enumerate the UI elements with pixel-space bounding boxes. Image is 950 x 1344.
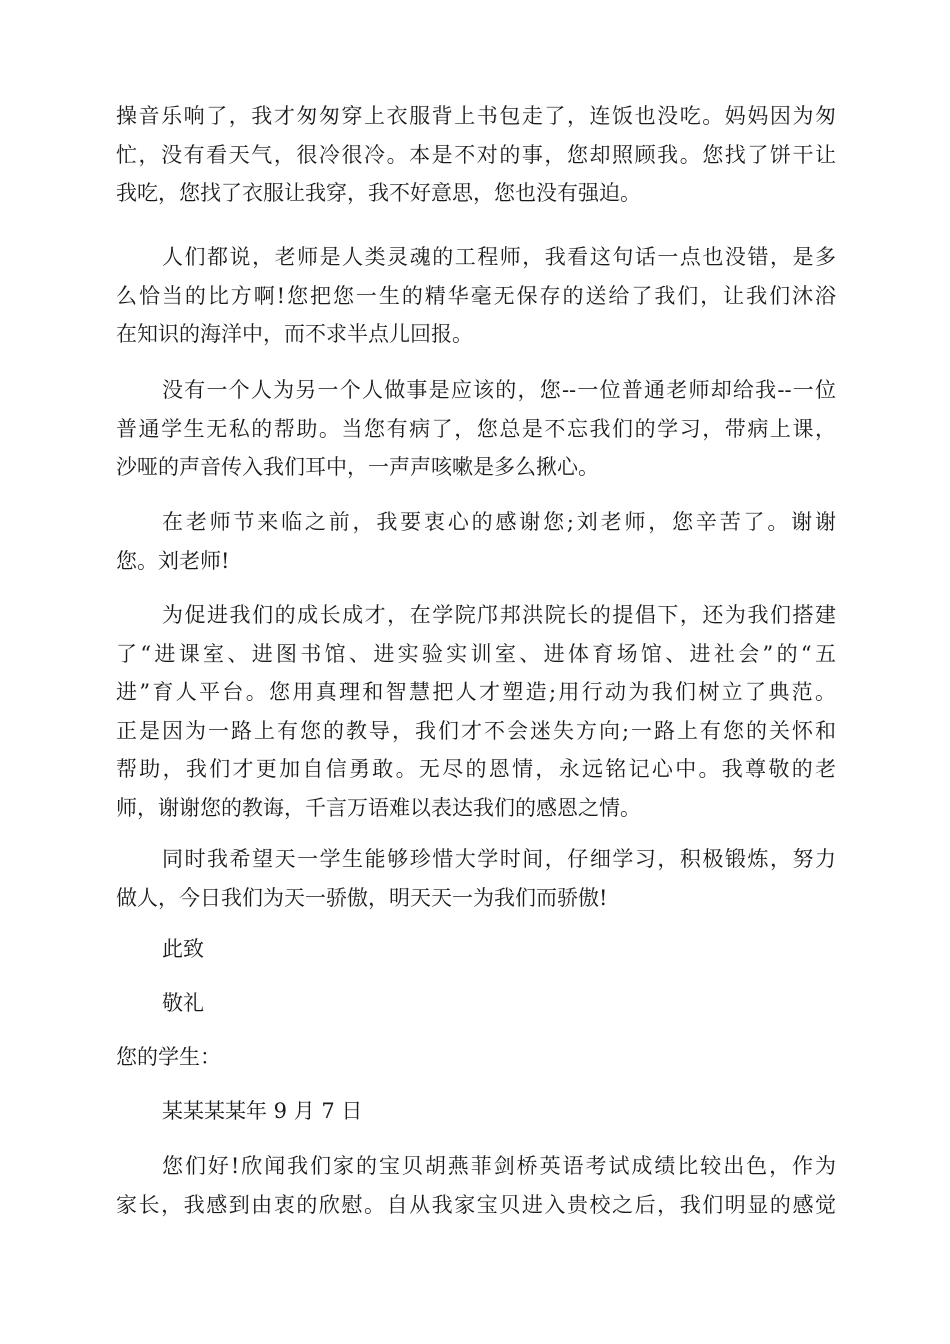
text-line: 在知识的海洋中，而不求半点儿回报。 bbox=[116, 322, 473, 346]
text-line: 为促进我们的成长成才，在学院邝邦洪院长的提倡下，还为我们搭建 bbox=[162, 603, 836, 627]
text-line: 了“进课室、进图书馆、进实验实训室、进体育场馆、进社会”的“五 bbox=[116, 641, 836, 666]
signature bbox=[116, 1038, 836, 1077]
text-line: 家长，我感到由衷的欣慰。自从我家宝贝进入贵校之后，我们明显的感觉 bbox=[116, 1192, 836, 1217]
text-line: 您们好!欣闻我们家的宝贝胡燕菲剑桥英语考试成绩比较出色，作为 bbox=[162, 1154, 836, 1178]
text-line: 您。刘老师! bbox=[116, 548, 230, 573]
text-line: 此致 bbox=[162, 937, 204, 961]
text-line: 同时我希望天一学生能够珍惜大学时间，仔细学习，积极锻炼，努力 bbox=[162, 847, 836, 871]
paragraph-continuation bbox=[116, 97, 836, 213]
text-line: 操音乐响了，我才匆匆穿上衣服背上书包走了，连饭也没吃。妈妈因为匆 bbox=[116, 104, 836, 128]
text-line: 您的学生： bbox=[116, 1045, 221, 1069]
text-line: 做人，今日我们为天一骄傲，明天天一为我们而骄傲! bbox=[116, 885, 608, 910]
text-line: 我吃，您找了衣服让我穿，我不好意思，您也没有强迫。 bbox=[116, 181, 641, 205]
closing-regards bbox=[116, 984, 836, 1023]
paragraph-hope bbox=[116, 840, 836, 917]
text-line: 某某某某年 9 月 7 日 bbox=[162, 1099, 363, 1123]
text-line: 进”育人平台。您用真理和智慧把人才塑造;用行动为我们树立了典范。 bbox=[116, 680, 836, 704]
closing-salutation bbox=[116, 930, 836, 969]
paragraph-thanks bbox=[116, 503, 836, 580]
paragraph-selfless-help bbox=[116, 371, 836, 487]
text-line: 师，谢谢您的教诲，千言万语难以表达我们的感恩之情。 bbox=[116, 795, 641, 820]
paragraph-parent-letter bbox=[116, 1147, 836, 1224]
text-line: 在老师节来临之前，我要衷心的感谢您;刘老师，您辛苦了。谢谢 bbox=[162, 510, 836, 534]
paragraph-five-entries bbox=[116, 596, 836, 827]
text-line: 人们都说，老师是人类灵魂的工程师，我看这句话一点也没错，是多 bbox=[162, 245, 836, 269]
text-line: 帮助，我们才更加自信勇敢。无尽的恩情，永远铭记心中。我尊敬的老 bbox=[116, 757, 836, 781]
paragraph-teacher-engineer bbox=[116, 238, 836, 354]
text-line: 么恰当的比方啊!您把您一生的精华毫无保存的送给了我们，让我们沐浴 bbox=[116, 283, 836, 308]
text-line: 沙哑的声音传入我们耳中，一声声咳嗽是多么揪心。 bbox=[116, 455, 599, 479]
text-line: 普通学生无私的帮助。当您有病了，您总是不忘我们的学习，带病上课， bbox=[116, 416, 836, 441]
text-line: 正是因为一路上有您的教导，我们才不会迷失方向;一路上有您的关怀和 bbox=[116, 718, 836, 743]
text-line: 敬礼 bbox=[162, 991, 204, 1015]
text-line: 没有一个人为另一个人做事是应该的，您--一位普通老师却给我--一位 bbox=[162, 378, 836, 402]
date-line bbox=[116, 1092, 836, 1131]
text-line: 忙，没有看天气，很冷很冷。本是不对的事，您却照顾我。您找了饼干让 bbox=[116, 142, 836, 167]
